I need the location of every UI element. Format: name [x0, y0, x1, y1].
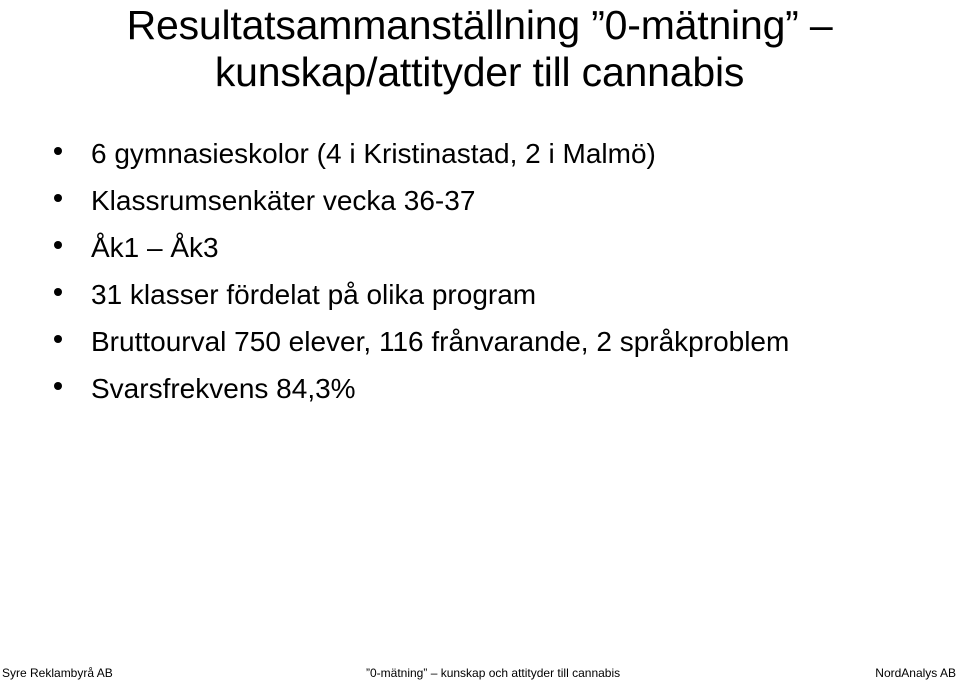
slide-title-line-1: Resultatsammanställning ”0-mätning” –	[126, 2, 833, 48]
bullet-list	[50, 130, 789, 412]
bullet-dot-icon	[54, 335, 62, 343]
footer-center-text: ”0-mätning” – kunskap och attityder till cannabis	[366, 666, 621, 680]
bullet-item	[50, 130, 789, 177]
footer-right-text: NordAnalys AB	[875, 666, 956, 680]
slide-footer	[0, 664, 959, 682]
bullet-text: 31 klasser fördelat på olika program	[91, 279, 537, 310]
slide-title	[0, 2, 959, 96]
bullet-text: Bruttourval 750 elever, 116 frånvarande, 2 språkproblem	[91, 326, 790, 357]
bullet-dot-icon	[54, 241, 62, 249]
bullet-text: Klassrumsenkäter vecka 36-37	[91, 185, 476, 216]
bullet-dot-icon	[54, 147, 62, 155]
bullet-item	[50, 365, 789, 412]
bullet-item	[50, 177, 789, 224]
bullet-text: Svarsfrekvens 84,3%	[91, 373, 356, 404]
bullet-dot-icon	[54, 382, 62, 390]
slide-title-line-2: kunskap/attityder till cannabis	[214, 49, 745, 95]
bullet-text: 6 gymnasieskolor (4 i Kristinastad, 2 i Malmö)	[91, 138, 656, 169]
bullet-item	[50, 271, 789, 318]
bullet-dot-icon	[54, 194, 62, 202]
bullet-text: Åk1 – Åk3	[91, 232, 219, 263]
bullet-item	[50, 224, 789, 271]
bullet-dot-icon	[54, 288, 62, 296]
footer-left-text: Syre Reklambyrå AB	[2, 666, 113, 680]
bullet-item	[50, 318, 789, 365]
